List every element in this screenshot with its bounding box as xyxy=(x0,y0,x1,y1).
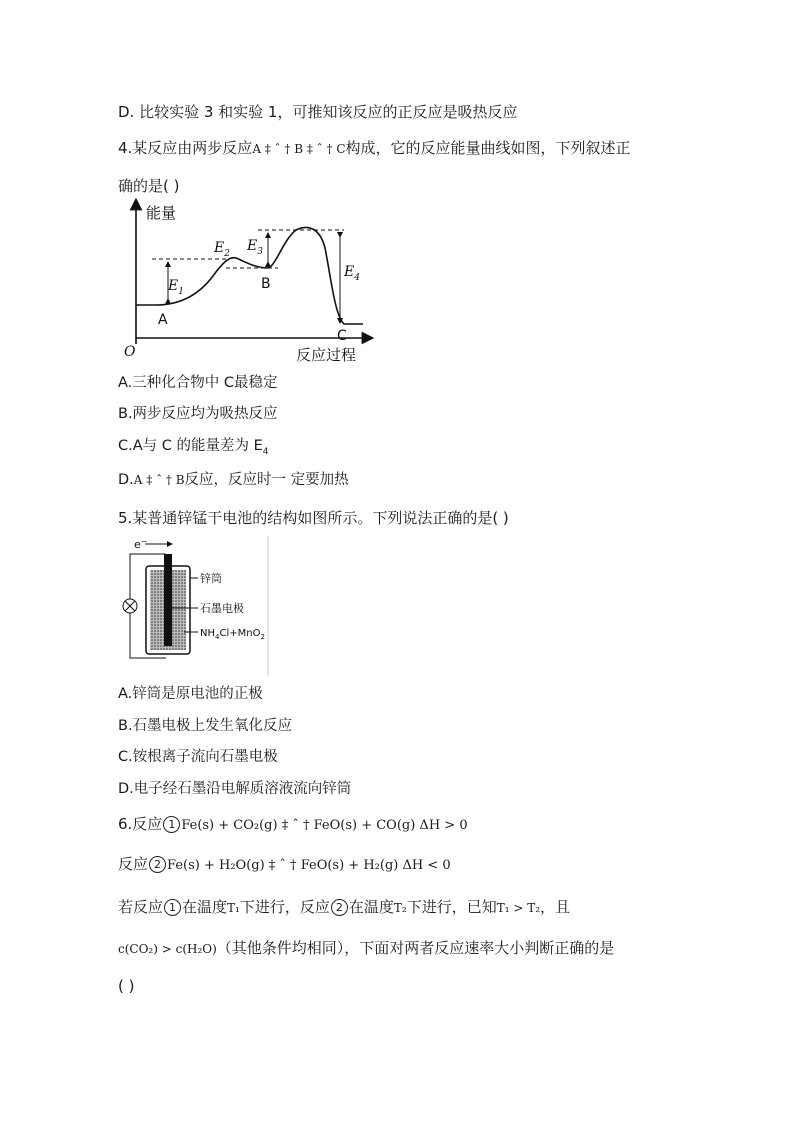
circled-number-1: 1 xyxy=(163,816,180,833)
q5-stem: 5.某普通锌锰干电池的结构如图所示。下列说法正确的是( ) xyxy=(118,509,509,527)
q5-option-b: B.石墨电极上发生氧化反应 xyxy=(118,718,293,734)
label-a: A xyxy=(158,312,168,328)
x-axis-label: 反应过程 xyxy=(296,346,357,364)
q3-option-d: D. 比较实验 3 和实验 1，可推知该反应的正反应是吸热反应 xyxy=(118,103,518,121)
q4-option-c: C.A与 C 的能量差为 $E_4$ xyxy=(118,438,269,457)
battery-diagram xyxy=(118,534,270,678)
q6-reaction-1: 6.反应 1 Fe(s) + CO₂(g) ‡ ˆ † FeO(s) + CO(g) ΔH > 0 xyxy=(118,815,468,833)
q5-option-a: A.锌筒是原电池的正极 xyxy=(118,686,263,702)
origin-label: O xyxy=(124,344,136,360)
q6-condition: 若反应 1 在温度T₁下进行，反应 2 在温度T₂下进行，已知T₁ > T₂，且 xyxy=(118,898,571,916)
label-b: B xyxy=(261,276,271,292)
electron-label: e− xyxy=(134,537,148,551)
label-e1: $E_1$ xyxy=(168,278,184,297)
label-e3: $E_3$ xyxy=(247,238,263,257)
q4-option-a: A.三种化合物中 C最稳定 xyxy=(118,375,278,391)
q6-answer-paren: ( ) xyxy=(118,977,135,995)
q5-option-d: D.电子经石墨沿电解质溶液流向锌筒 xyxy=(118,781,352,797)
label-graphite: 石墨电极 xyxy=(200,602,244,615)
q5-option-c: C.铵根离子流向石墨电极 xyxy=(118,749,278,765)
q4-option-b: B.两步反应均为吸热反应 xyxy=(118,406,278,422)
q6-concentration: c(CO₂) > c(H₂O)（其他条件均相同），下面对两者反应速率大小判断正确的是 xyxy=(118,939,615,957)
q6-reaction-2: 反应 2 Fe(s) + H₂O(g) ‡ ˆ † FeO(s) + H₂(g) ΔH < 0 xyxy=(118,855,451,873)
label-zinc: 锌筒 xyxy=(200,572,222,585)
energy-diagram xyxy=(118,198,380,366)
circled-number-2: 2 xyxy=(149,856,166,873)
y-axis-label: 能量 xyxy=(146,204,177,222)
q4-stem-part2: 构成，它的反应能量曲线如图，下列叙述正 xyxy=(345,139,631,157)
q4-option-d: D.A ‡ ˆ † B反应，反应时一 定要加热 xyxy=(118,472,349,488)
label-e4: $E_4$ xyxy=(344,264,360,283)
label-c: C xyxy=(337,328,347,344)
label-paste: $NH_4Cl+MnO_2$ xyxy=(200,628,265,641)
q4-stem xyxy=(118,138,631,159)
q4-stem-line2: 确的是( ) xyxy=(118,177,180,195)
label-e2: $E_2$ xyxy=(214,240,230,259)
q4-reaction: A ‡ ˆ † B ‡ ˆ † C xyxy=(252,142,346,156)
q4-stem-part1: 4.某反应由两步反应 xyxy=(118,139,253,157)
graphite-rod xyxy=(164,554,172,646)
